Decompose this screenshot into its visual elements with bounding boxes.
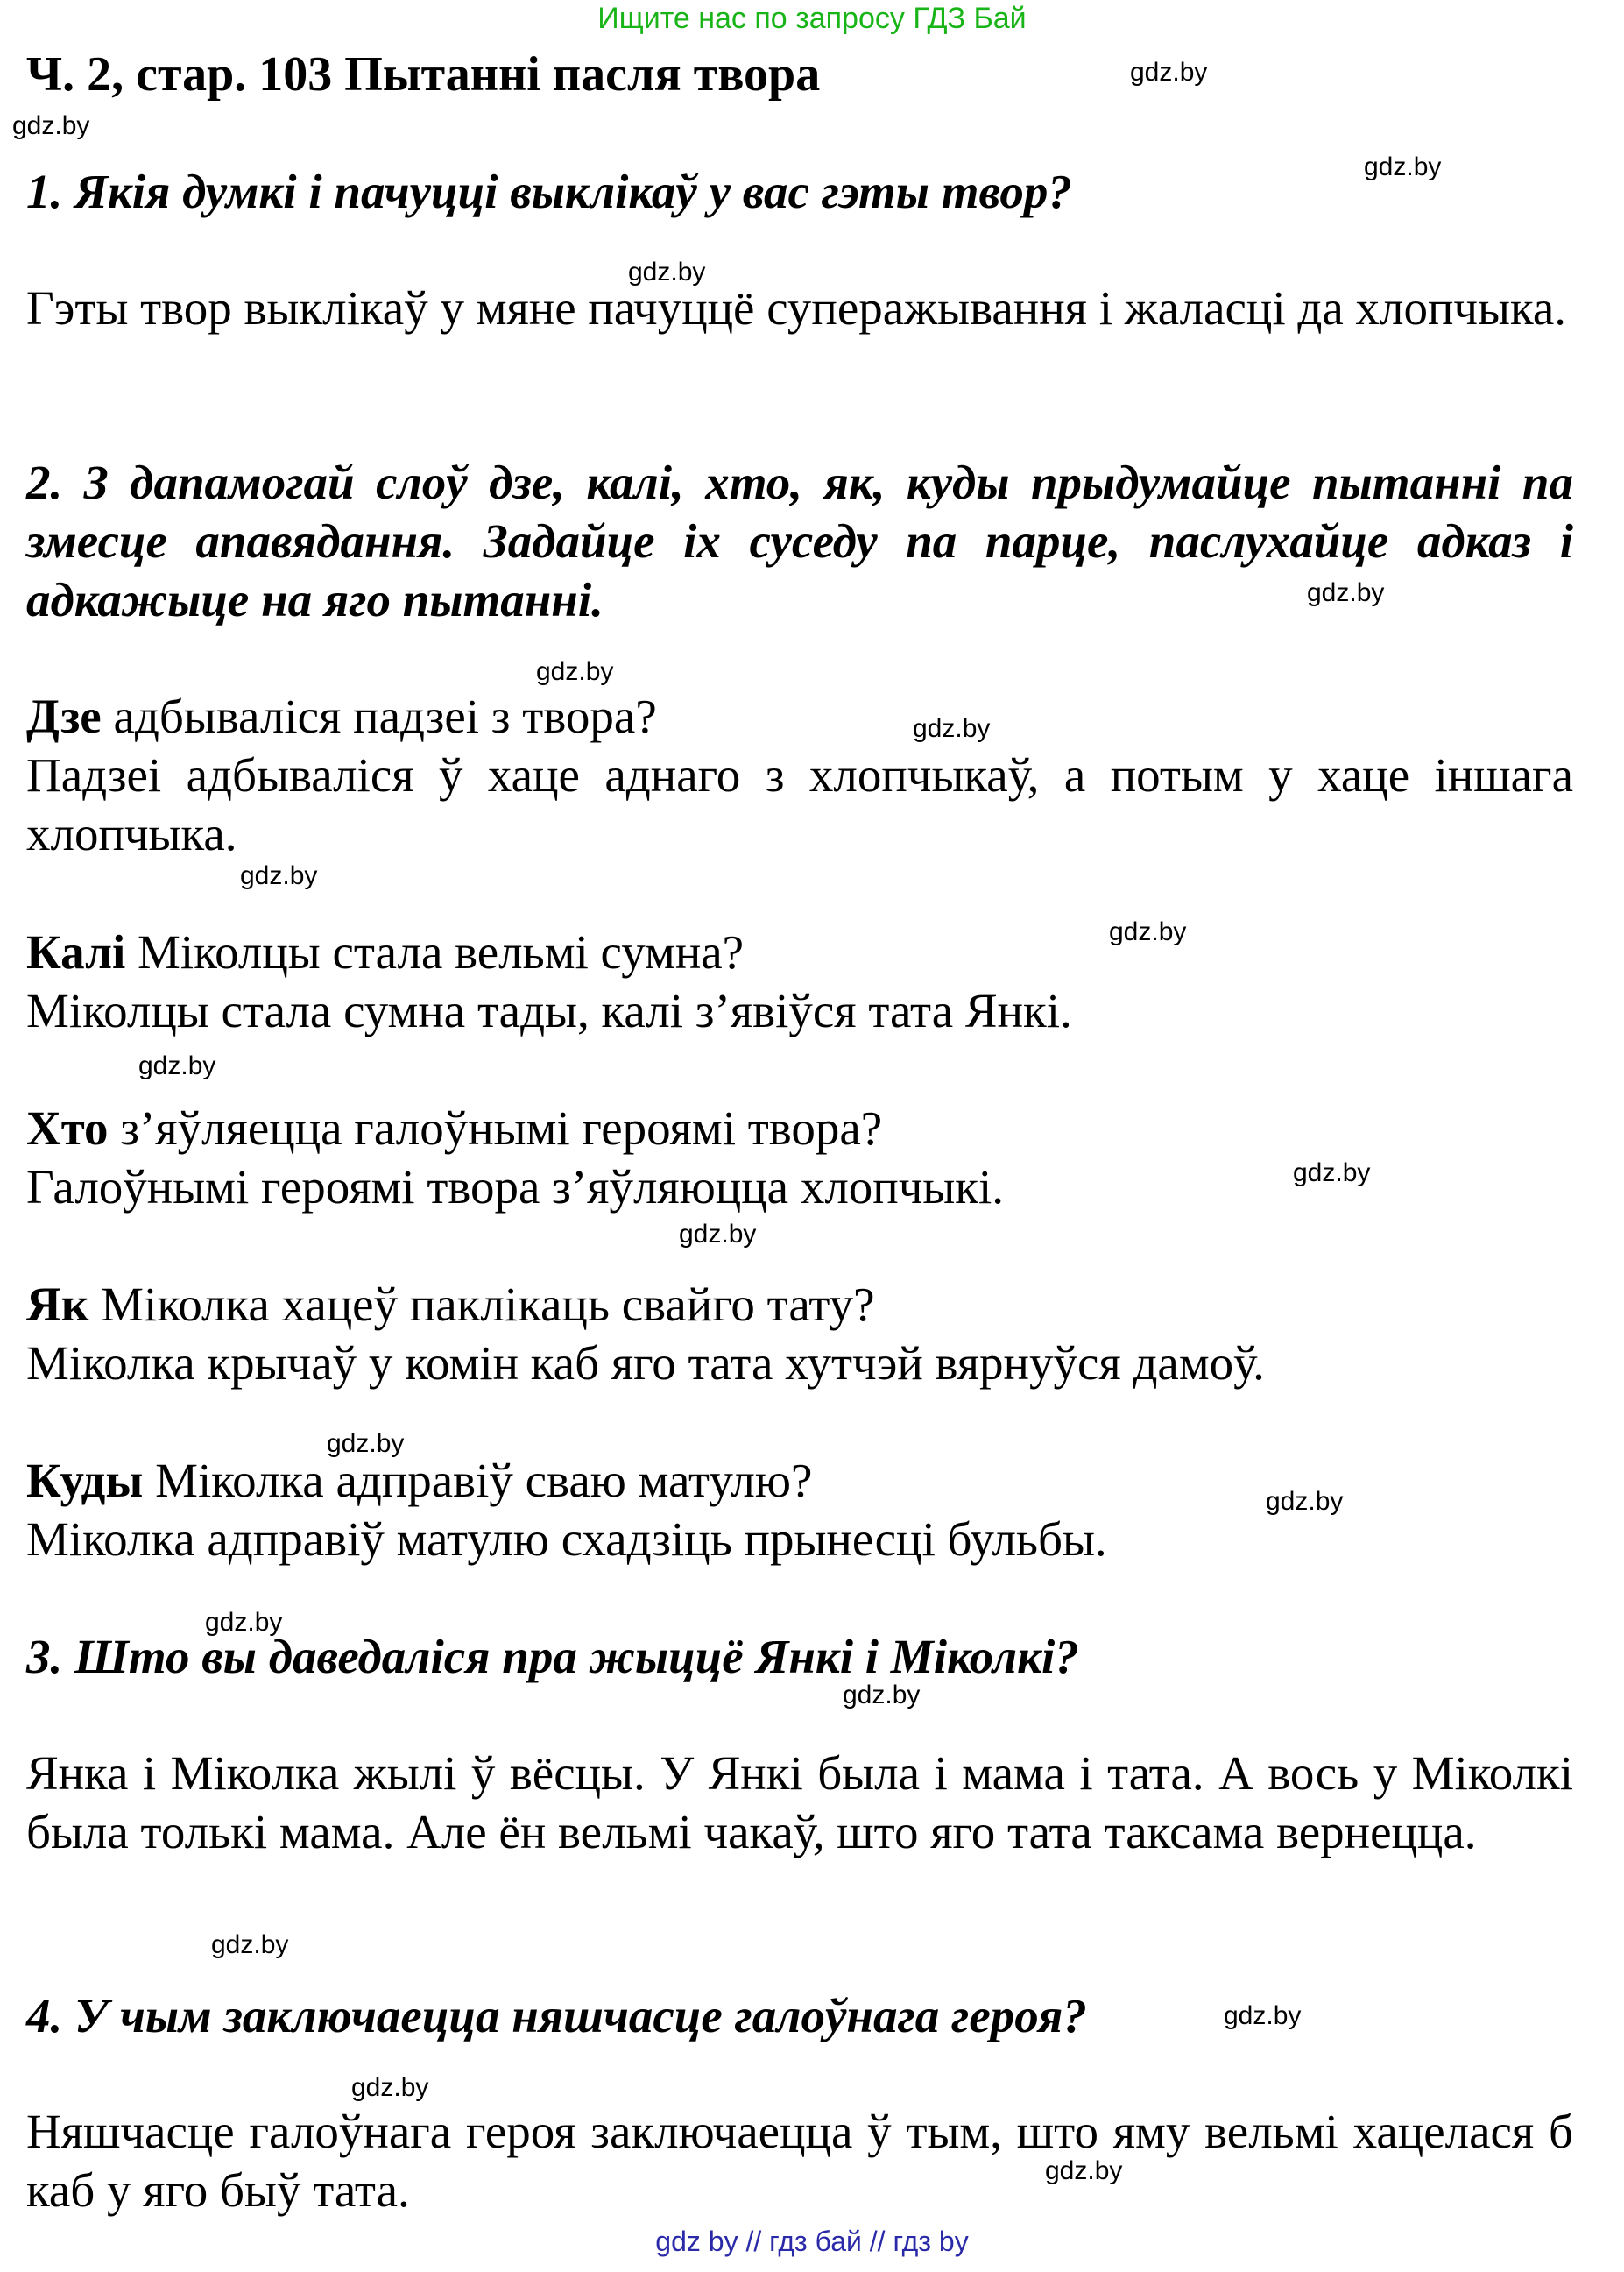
watermark: gdz.by	[351, 2073, 429, 2102]
watermark: gdz.by	[240, 861, 318, 890]
watermark: gdz.by	[1130, 58, 1208, 87]
watermark: gdz.by	[628, 258, 706, 287]
qa-4-answer: Міколка крычаў у комін каб яго тата хутчэй вярнуўся дамоў.	[26, 1336, 1265, 1390]
qa-3-answer: Галоўнымі героямі твора з’яўляюцца хлопчыкі.	[26, 1160, 1005, 1214]
watermark: gdz.by	[211, 1930, 289, 1959]
qa-1-keyword: Дзе	[26, 690, 102, 743]
qa-3-question-text: з’яўляецца галоўнымі героямі твора?	[108, 1101, 883, 1155]
watermark: gdz.by	[1307, 578, 1385, 607]
qa-1-question	[26, 687, 657, 746]
qa-5-question	[26, 1451, 812, 1510]
qa-5-answer: Міколка адправіў матулю схадзіць прынесці бульбы.	[26, 1512, 1107, 1566]
qa-3-keyword: Хто	[26, 1101, 109, 1155]
watermark: gdz.by	[1293, 1158, 1371, 1187]
qa-4-keyword: Як	[26, 1278, 89, 1331]
qa-3-question	[26, 1099, 882, 1157]
watermark: gdz.by	[1109, 917, 1187, 946]
qa-4-question	[26, 1275, 875, 1334]
watermark: gdz.by	[1364, 152, 1442, 181]
answer-1: Гэты твор выклікаў у мяне пачуццё суперажывання і жаласці да хлопчыка.	[26, 281, 1567, 335]
qa-5-question-text: Міколка адправіў сваю матулю?	[143, 1454, 813, 1507]
question-4: 4. У чым заключаецца няшчасце галоўнага героя?	[26, 1989, 1087, 2042]
qa-4-question-text: Міколка хацеў паклікаць свайго тату?	[88, 1278, 875, 1331]
watermark: gdz.by	[1224, 2001, 1302, 2030]
watermark: gdz.by	[536, 657, 614, 686]
watermark: gdz.by	[679, 1220, 757, 1249]
watermark: gdz.by	[205, 1608, 283, 1637]
question-3: 3. Што вы даведаліся пра жыццё Янкі і Міколкі?	[26, 1630, 1079, 1683]
watermark: gdz.by	[1045, 2156, 1123, 2185]
qa-2-question	[26, 923, 744, 981]
watermark: gdz.by	[138, 1051, 216, 1080]
answer-4: Няшчасце галоўнага героя заключаецца ў тым, што яму вельмі хацелася б каб у яго быў тата.	[26, 2105, 1573, 2217]
page-title: Ч. 2, стар. 103 Пытанні пасля твора	[26, 47, 821, 102]
watermark: gdz.by	[913, 714, 991, 743]
top-banner[interactable]: Ищите нас по запросу ГДЗ Бай	[597, 2, 1027, 35]
qa-1-answer: Падзеі адбываліся ў хаце аднаго з хлопчыкаў, а потым у хаце іншага хлопчыка.	[26, 748, 1573, 860]
qa-2-keyword: Калі	[26, 925, 126, 979]
question-2: 2. З дапамогай слоў дзе, калі, хто, як, куды прыдумайце пытанні па змесце апавядання. Задайце іх суседу па парце, паслухайце адказ і адкажыце на яго пытанні.	[26, 456, 1573, 626]
qa-5-keyword: Куды	[26, 1454, 144, 1507]
watermark: gdz.by	[12, 111, 90, 140]
watermark: gdz.by	[327, 1429, 405, 1458]
watermark: gdz.by	[843, 1681, 921, 1709]
footer-links[interactable]: gdz by // гдз бай // гдз by	[655, 2226, 969, 2257]
question-1: 1. Якія думкі і пачуцці выклікаў у вас гэты твор?	[26, 165, 1072, 218]
answer-3: Янка і Міколка жылі ў вёсцы. У Янкі была і мама і тата. А вось у Міколкі была толькі мама. Але ён вельмі чакаў, што яго тата таксама вернецца.	[26, 1746, 1573, 1858]
qa-1-question-text: адбываліся падзеі з твора?	[101, 690, 657, 743]
qa-2-answer: Міколцы стала сумна тады, калі з’явіўся тата Янкі.	[26, 984, 1072, 1037]
watermark: gdz.by	[1266, 1487, 1344, 1516]
qa-2-question-text: Міколцы стала вельмі сумна?	[125, 925, 745, 979]
